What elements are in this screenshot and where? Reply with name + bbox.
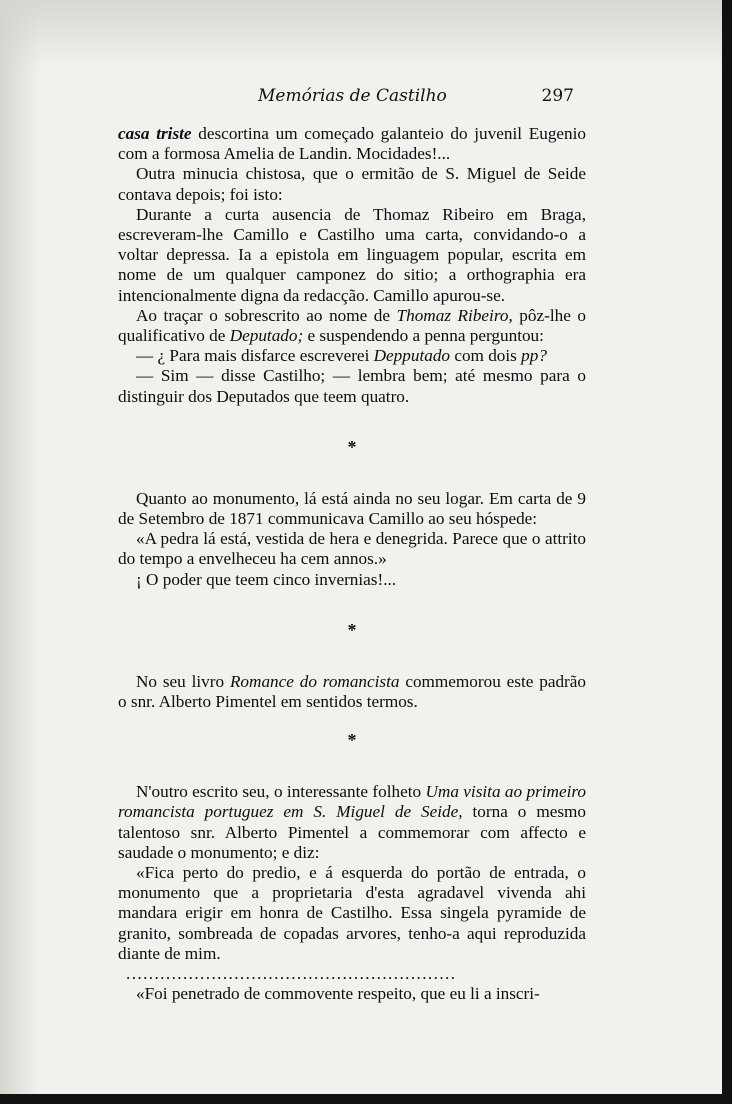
paragraph-10	[118, 672, 586, 712]
spacer	[118, 640, 586, 672]
spacer	[118, 457, 586, 489]
paragraph-text: torna o mesmo talentoso snr. Alberto Pimentel a commemorar com affecto e saudade o monumento; e diz:	[118, 802, 586, 862]
spacer	[118, 590, 586, 620]
paragraph-4	[118, 306, 586, 346]
paragraph-text: No seu livro	[136, 671, 230, 691]
italic-phrase: Uma visita ao primeiro romancista portuguez em S. Miguel de Seide,	[118, 782, 586, 822]
spacer	[118, 712, 586, 730]
paragraph-12: «Fica perto do predio, e á esquerda do portão de entrada, o monumento que a proprietaria d'esta agradavel vivenda ahi mandara erigir em honra de Castilho. Essa singela pyramide de granito, sombreada de copadas arvores, tenho-a aqui reproduzida diante de mim.	[118, 863, 586, 963]
italic-phrase: Thomaz Ribeiro,	[396, 305, 513, 325]
italic-phrase: Romance do romancista	[229, 671, 400, 691]
section-separator: *	[347, 436, 357, 457]
paragraph-11	[118, 782, 586, 863]
paragraph-13: «Foi penetrado de commovente respeito, que eu li a inscri-	[136, 984, 540, 1004]
ellipsis-line: ..........................................................	[126, 964, 457, 984]
paragraph-text: — ¿ Para mais disfarce escreverei	[136, 346, 374, 366]
paragraph-9: ¡ O poder que teem cinco invernias!...	[136, 569, 397, 589]
paragraph-8: «A pedra lá está, vestida de hera e denegrida. Parece que o attrito do tempo a envelheceu ha cem annos.»	[118, 529, 586, 569]
paragraph-text: Ao traçar o sobrescrito ao nome de	[136, 305, 397, 325]
section-separator: *	[347, 730, 357, 751]
italic-phrase: casa triste	[118, 124, 192, 143]
paragraph-text: pôz-lhe o qualificativo de	[118, 305, 586, 346]
paragraph-text: N'outro escrito seu, o interessante folheto	[136, 782, 426, 802]
spacer	[118, 750, 586, 782]
paragraph-text: com dois	[450, 346, 522, 366]
italic-phrase: Deputado;	[229, 326, 304, 346]
page-body	[118, 124, 586, 1005]
paragraph-6: — Sim — disse Castilho; — lembra bem; até mesmo para o distinguir dos Deputados que teem quatro.	[118, 366, 586, 406]
running-title: Memórias de Castilho	[258, 86, 447, 106]
paragraph-3: Durante a curta ausencia de Thomaz Ribeiro em Braga, escreveram-lhe Camillo e Castilho uma carta, convidando-o a voltar depressa. Ia a epistola em linguagem popular, escrita em nome de um qualquer camponez do sitio; a orthographia era intencionalmente digna da redacção. Camillo apurou-se.	[118, 204, 586, 305]
paragraph-text: commemorou este padrão o snr. Alberto Pimentel em sentidos termos.	[118, 671, 586, 712]
paragraph-7: Quanto ao monumento, lá está ainda no seu logar. Em carta de 9 de Setembro de 1871 communicava Camillo ao seu hóspede:	[118, 488, 586, 529]
paragraph-text: descortina um começado galanteio do juvenil Eugenio com a formosa Amelia de Landin. Mocidades!...	[118, 124, 587, 164]
paragraph-5	[118, 346, 586, 366]
section-separator: *	[347, 619, 357, 640]
spacer	[118, 407, 586, 437]
page-header	[118, 86, 588, 112]
paragraph-text: e suspendendo a penna perguntou:	[303, 326, 544, 346]
italic-phrase: pp?	[521, 346, 547, 366]
page-number: 297	[541, 86, 574, 106]
italic-phrase: Depputado	[373, 346, 451, 366]
paragraph-2: Outra minucia chistosa, que o ermitão de S. Miguel de Seide contava depois; foi isto:	[118, 164, 586, 204]
paragraph-1	[118, 124, 586, 164]
